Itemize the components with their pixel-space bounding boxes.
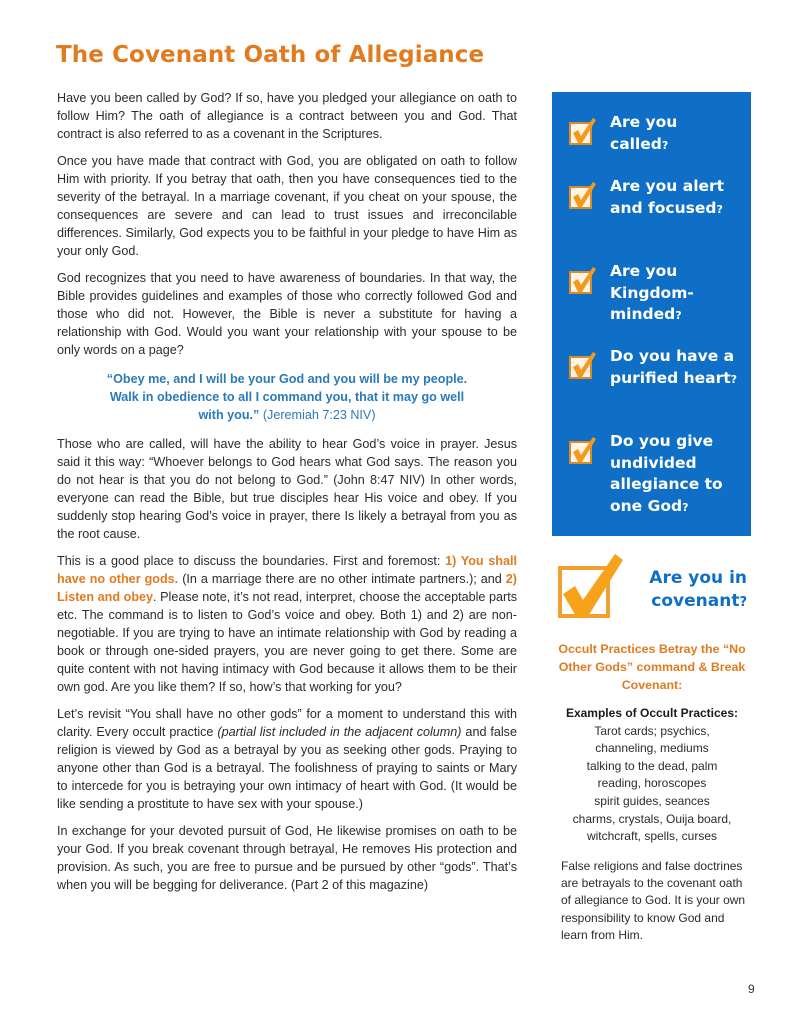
covenant-line-1: Are you in [649, 568, 747, 588]
examples-heading: Examples of Occult Practices: [565, 706, 739, 720]
question-mark: ? [675, 309, 682, 322]
example-line: charms, crystals, Ouija board, [572, 811, 732, 826]
example-line: channeling, mediums [595, 741, 709, 756]
text-span: and false religion is viewed by God as a betrayal by you as seeking other gods. Praying to anyone other than God is a betrayal. The foolishness of praying to saints or Mary to intercede for you is betraying your own intimacy of heart with God. (It would be like sending a prostitute to have sex with your spouse.) [57, 725, 517, 811]
paragraph-obligation: Once you have made that contract with God, you are obligated on oath to follow Him with priority. If you betray that oath, then you have consequences tied to the severity of the betrayal. In a marriage covenant, if you cheat on your spouse, the consequences are severe and can lead to trust issues and irreconcilable differences. Similarly, God expects you to be faithful in your pledge to have Him as your only God. [57, 154, 517, 258]
checklist-item [568, 112, 740, 156]
occult-examples [552, 705, 752, 846]
checklist-text: Do you give undivided allegiance to one God [610, 432, 723, 515]
paragraph-exchange: In exchange for your devoted pursuit of God, He likewise promises on oath to be your God. If you break covenant through betrayal, He removes His protection and provision. As such, you are free to pursue and be pursued by other “gods”. That’s when you will be begging for deliverance. (Part 2 of this magazine) [57, 824, 517, 892]
question-checklist-box [552, 92, 751, 536]
scripture-quote [57, 368, 517, 424]
paragraph-no-other-gods [57, 705, 517, 813]
page-number: 9 [748, 982, 755, 996]
paragraph-commands [57, 552, 517, 696]
example-line: witchcraft, spells, curses [586, 829, 718, 844]
covenant-callout [557, 552, 757, 627]
example-line: Tarot cards; psychics, [594, 723, 710, 738]
text-span: Let’s revisit “You shall have no other gods” for a moment to understand this with clarity. Every occult practice [57, 707, 517, 739]
checklist-text: Are you alert and focused [610, 177, 725, 217]
text-span: . Please note, it’s not read, interpret, choose the acceptable parts etc. The command is to listen to God’s voice and obey. Both 1) and 2) are non-negotiable. If you are trying to have an intimate relationship with God by reading a book or through one-sided prayers, you are never going to get there. Some are quite content with not having intimacy with God because it allows them to be their own god. Are you like them? If so, how’s that working for you? [57, 590, 517, 694]
paragraph-intro: Have you been called by God? If so, have you pledged your allegiance on oath to follow Him? The oath of allegiance is a contract between you and God. That contract is also referred to as a covenant in the Scriptures. [57, 91, 517, 141]
question-mark: ? [661, 138, 669, 152]
checklist-text: Are you called [610, 113, 678, 153]
question-mark: ? [716, 202, 723, 216]
checkbox-checked-icon [568, 265, 598, 295]
example-line: talking to the dead, palm [586, 758, 718, 773]
checklist-item [568, 431, 740, 518]
question-mark: ? [739, 595, 747, 610]
text-span: This is a good place to discuss the boundaries. First and foremost: [57, 554, 446, 568]
checkbox-checked-icon [568, 180, 598, 210]
checkbox-checked-icon [568, 435, 598, 465]
false-religions-note: False religions and false doctrines are betrayals to the covenant oath of allegiance to God. It is your own responsibility to know God and learn from Him. [561, 859, 746, 942]
example-line: spirit guides, seances [594, 793, 710, 808]
quote-reference: (Jeremiah 7:23 NIV) [259, 408, 376, 422]
text-span: (In a marriage there are no other intimate partners.); and [178, 572, 506, 586]
checklist-item [568, 261, 740, 327]
question-mark: ? [730, 372, 738, 386]
checkbox-checked-icon [568, 350, 598, 380]
checklist-text: Are you Kingdom-minded [610, 262, 694, 323]
page-title: The Covenant Oath of Allegiance [56, 42, 485, 68]
adjacent-column-note: (partial list included in the adjacent column) [217, 725, 462, 739]
checkbox-checked-icon [568, 116, 598, 146]
paragraph-hearing-voice: Those who are called, will have the ability to hear God’s voice in prayer. Jesus said it this way: “Whoever belongs to God hears what God says. The reason you do not hear is that you do not belong to God.” (John 8:47 NIV) In other words, everyone can read the Bible, but true disciples hear His voice and obey. If you suddenly stop hearing God’s voice in prayer, there Is likely a betrayal from you as the root cause. [57, 437, 517, 541]
paragraph-boundaries: God recognizes that you need to have awareness of boundaries. In that way, the Bible provides guidelines and examples of those who correctly followed God and those who did not. However, the Bible is never a substitute for having a relationship with God. Would you want your relationship with your spouse to be only words on a page? [57, 271, 517, 357]
command-one-highlight: 1) You shall have no other gods. [57, 554, 517, 586]
large-checkbox-checked-icon [557, 552, 625, 620]
occult-heading: Occult Practices Betray the “No Other Gods” command & Break Covenant: [558, 642, 746, 692]
covenant-question [632, 567, 747, 614]
checklist-text: Do you have a purified heart [610, 347, 735, 387]
covenant-line-2: covenant [651, 591, 740, 611]
checklist-item [568, 176, 740, 220]
example-line: reading, horoscopes [597, 776, 707, 791]
main-article [57, 89, 517, 903]
question-mark: ? [682, 500, 689, 514]
quote-text: “Obey me, and I will be your God and you will be my people. Walk in obedience to all I command you, that it may go well with you.” [106, 372, 468, 422]
command-two-highlight: 2) Listen and obey [57, 572, 517, 604]
checklist-item [568, 346, 740, 390]
